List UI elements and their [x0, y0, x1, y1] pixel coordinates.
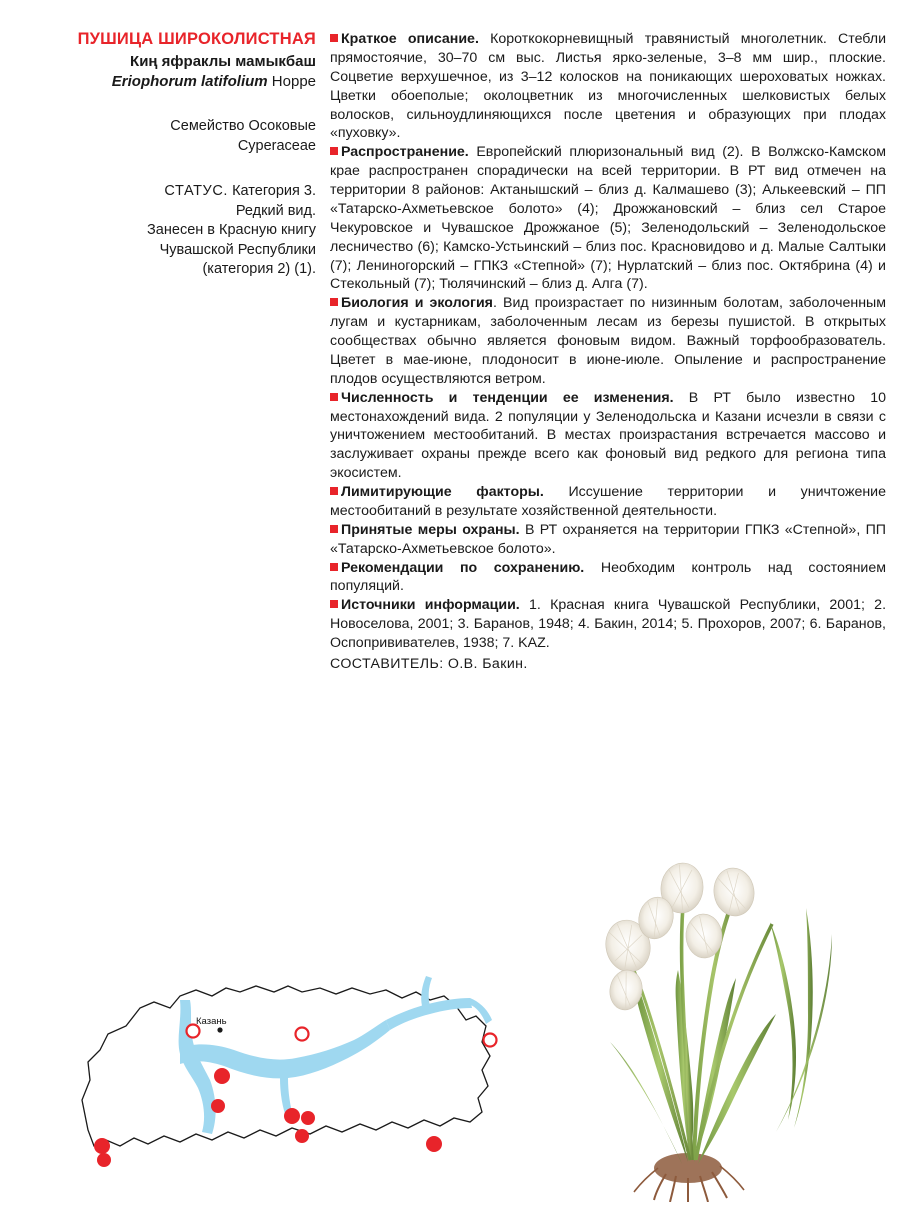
- species-latin-author: Hoppe: [271, 72, 316, 90]
- section-biology-ecology: [330, 294, 886, 388]
- map-city-label: Казань: [196, 1016, 227, 1027]
- map-marker-filled: [301, 1111, 315, 1125]
- square-bullet-icon: [330, 600, 338, 608]
- species-title-tatar: Киң яфраклы мамыкбаш: [130, 52, 316, 70]
- section-text: В РТ было известно 10 местонахождений вида. 2 популяции у Зеленодольска и Казани исчезли в связи с уничтожением местообитаний. В местах произрастания встречается массово и заслуживает охраны прежде всего как фоновый вид редкого для региона типа экосистем.: [330, 389, 886, 482]
- plant-illustration-svg: [570, 862, 900, 1202]
- section-text: Иссушение территории и уничтожение местообитаний в результате хозяйственной деятельности.: [330, 484, 886, 519]
- square-bullet-icon: [330, 393, 338, 401]
- article-body: [330, 30, 886, 674]
- status-redbook-line1: Занесен в Красную книгу: [147, 222, 316, 239]
- status-category: Категория 3.: [232, 183, 316, 200]
- section-heading: Источники информации.: [341, 597, 520, 614]
- root-cluster: [634, 1153, 744, 1202]
- square-bullet-icon: [330, 525, 338, 533]
- compiler-line: СОСТАВИТЕЛЬ: О.В. Бакин.: [330, 655, 528, 672]
- section-text: Европейский плюризональный вид (2). В Волжско-Камском крае распространен спорадически на всей территории. В РТ вид отмечен на территории 8 районов: Актанышский – близ д. Калмашево (3); Алькеевский – ПП «Татарско-Ахметьевское болото» (4); Дрожжановский – близ сел Старое Чекуровское и Чувашское Дрожжаное (5); Зеленодольский – Зеленодольское лесничество (6); Камско-Устьинский – близ пос. Красновидово и д. Малые Салтыки (7); Лениногорский – ГПКЗ «Степной» (7); Нурлатский – близ пос. Октябрина (4) и Стекольный (7); Тюлячинский – близ д. Алга (7).: [330, 144, 886, 293]
- section-protection-measures: [330, 521, 886, 559]
- section-text: 1. Красная книга Чувашской Республики, 2001; 2. Новоселова, 2001; 3. Баранов, 1948; 4. Бакин, 2014; 5. Прохоров, 2007; 6. Баранов, Оспопрививателев, 1938; 7. KAZ.: [330, 597, 887, 651]
- map-marker-filled: [426, 1136, 442, 1152]
- status-block: [26, 182, 316, 280]
- map-marker-filled: [295, 1129, 309, 1143]
- section-distribution: [330, 143, 886, 294]
- map-marker-hollow: [484, 1034, 497, 1047]
- status-redbook-line2: Чувашской Республики: [159, 241, 316, 258]
- status-rarity: Редкий вид.: [235, 202, 316, 219]
- section-limiting-factors: [330, 483, 886, 521]
- square-bullet-icon: [330, 34, 338, 42]
- family-block: [26, 117, 316, 156]
- map-marker-filled: [211, 1099, 225, 1113]
- section-heading: Принятые меры охраны.: [341, 521, 520, 538]
- section-sources: [330, 596, 886, 653]
- species-header-block: [26, 30, 316, 280]
- section-heading: Рекомендации по сохранению.: [341, 559, 585, 576]
- section-heading: Численность и тенденции ее изменения.: [341, 389, 674, 406]
- species-title-russian: ПУШИЦА ШИРОКОЛИСТНАЯ: [77, 30, 316, 48]
- status-label: СТАТУС.: [164, 183, 229, 200]
- section-text: Короткокорневищный травянистый многолетник. Стебли прямостоячие, 30–70 см выс. Листья ярко-зеленые, 3–8 мм шир., плоские. Соцветие верхушечное, из 3–12 колосков на поникающих шероховатых ножках. Цветки обоеполые; околоцветник из многочисленных шелковистых белых волосков, сильноудлиняющихся после цветения и образующих при плодах «пуховку».: [330, 31, 886, 142]
- map-marker-filled: [94, 1138, 110, 1154]
- square-bullet-icon: [330, 563, 338, 571]
- section-heading: Краткое описание.: [341, 31, 479, 47]
- section-heading: Биология и экология: [341, 295, 493, 312]
- plant-illustration: [570, 862, 900, 1202]
- section-heading: Распространение.: [341, 144, 469, 161]
- section-recommendations: [330, 559, 886, 597]
- section-population-trends: [330, 389, 886, 483]
- family-russian: Семейство Осоковые: [170, 117, 316, 134]
- species-title-latin: [26, 73, 316, 91]
- section-description: [330, 30, 886, 143]
- square-bullet-icon: [330, 147, 338, 155]
- status-redbook-line3: (категория 2) (1).: [202, 261, 316, 278]
- section-text: Необходим контроль над состоянием популяций.: [330, 559, 886, 595]
- family-latin: Cyperaceae: [237, 137, 316, 154]
- map-marker-filled: [214, 1068, 230, 1084]
- square-bullet-icon: [330, 487, 338, 495]
- section-text: В РТ охраняется на территории ГПКЗ «Степной», ПП «Татарско-Ахметьевское болото».: [330, 521, 886, 557]
- species-latin-name: Eriophorum latifolium: [111, 72, 268, 90]
- map-marker-filled: [97, 1153, 111, 1167]
- map-marker-hollow: [296, 1028, 309, 1041]
- section-heading: Лимитирующие факторы.: [341, 484, 544, 500]
- map-svg: [30, 930, 550, 1190]
- section-text: . Вид произрастает по низинным болотам, заболоченным лугам и кустарникам, заболоченным лесам из березы пушистой. В открытых сообществах обычно является фоновым видом. Важный торфообразователь. Цветет в мае-июне, плодоносит в июне-июле. Опыление и распространение плодов осуществляются ветром.: [330, 295, 886, 387]
- capital-city-dot: [217, 1027, 222, 1032]
- map-marker-filled: [284, 1108, 300, 1124]
- square-bullet-icon: [330, 298, 338, 306]
- upper-leaves: [770, 908, 832, 1132]
- distribution-map: [30, 930, 550, 1190]
